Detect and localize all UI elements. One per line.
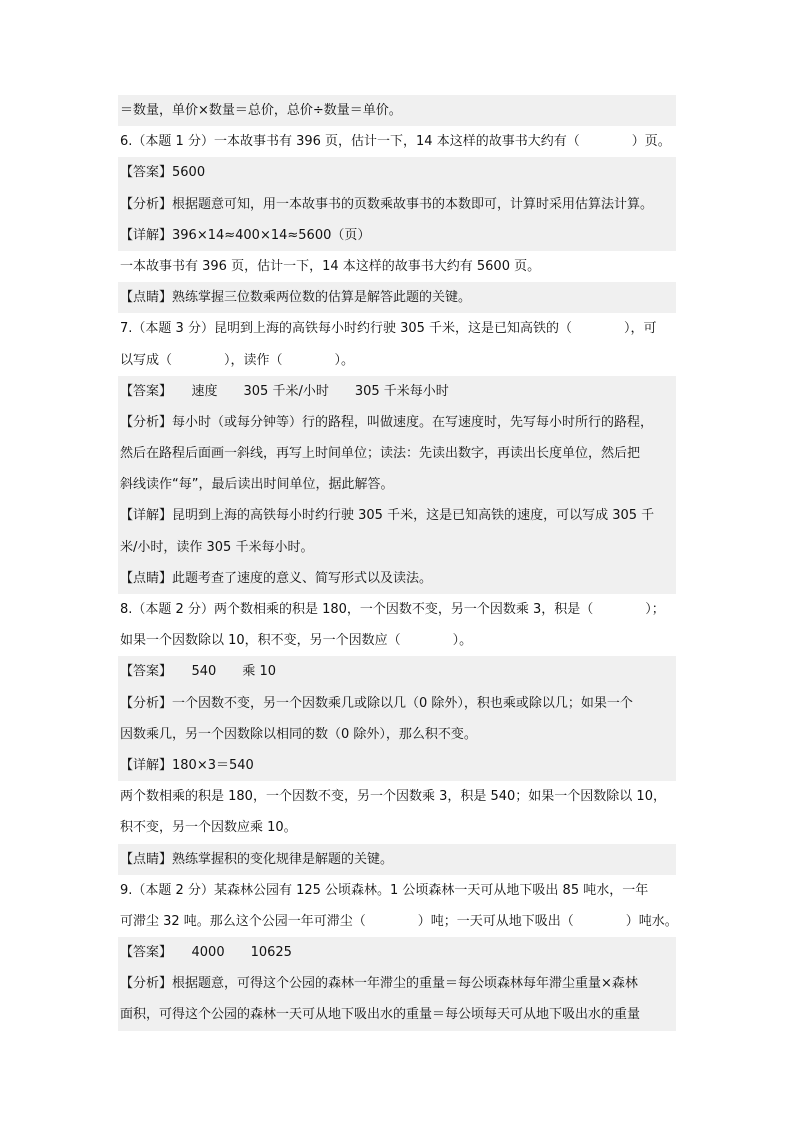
question-line: 以写成（ ），读作（ ）。 [120,352,355,368]
analysis-line: 斜线读作“每”，最后读出时间单位，据此解答。 [118,469,676,500]
analysis-line: 【分析】每小时（或每分钟等）行的路程，叫做速度。在写速度时，先写每小时所行的路程， [118,407,676,438]
detail-line: 【详解】昆明到上海的高铁每小时约行驶 305 千米，这是已知高铁的速度，可以写成 305 千 [118,500,676,531]
analysis-line: 【分析】根据题意，可得这个公园的森林一年滞尘的重量＝每公顷森林每年滞尘重量×森林 [118,968,676,999]
question-line: 7.（本题 3 分）昆明到上海的高铁每小时约行驶 305 千米，这是已知高铁的（ ），可 [120,321,657,337]
question-line: 8.（本题 2 分）两个数相乘的积是 180，一个因数不变，另一个因数乘 3，积是（ ）； [120,602,665,617]
detail-line: 【详解】180×3＝540 [118,750,676,781]
text-line: 积不变，另一个因数应乘 10。 [120,820,297,836]
answer-line: 【答案】 4000 10625 [118,937,676,968]
text-line: ＝数量，单价×数量＝总价，总价÷数量＝单价。 [118,95,676,126]
detail-line: 米/小时，读作 305 千米每小时。 [118,532,676,563]
comment-line: 【点睛】熟练掌握三位数乘两位数的估算是解答此题的关键。 [118,282,676,313]
text-line: 两个数相乘的积是 180，一个因数不变，另一个因数乘 3，积是 540；如果一个因数除以 10， [120,789,666,805]
analysis-line: 然后在路程后面画一斜线，再写上时间单位；读法：先读出数字，再读出长度单位，然后把 [118,438,676,469]
comment-line: 【点睛】此题考查了速度的意义、简写形式以及读法。 [118,563,676,594]
answer-line: 【答案】 速度 305 千米/小时 305 千米每小时 [118,376,676,407]
question-line: 如果一个因数除以 10，积不变，另一个因数应（ ）。 [120,633,473,649]
analysis-line: 【分析】根据题意可知，用一本故事书的页数乘故事书的本数即可，计算时采用估算法计算。 [118,189,676,220]
detail-line: 【详解】396×14≈400×14≈5600（页） [118,220,676,251]
analysis-line: 因数乘几，另一个因数除以相同的数（0 除外），那么积不变。 [118,719,676,750]
answer-line: 【答案】5600 [118,157,676,188]
answer-line: 【答案】 540 乘 10 [118,656,676,687]
analysis-line: 【分析】一个因数不变，另一个因数乘几或除以几（0 除外），积也乘或除以几；如果一个 [118,688,676,719]
comment-line: 【点睛】熟练掌握积的变化规律是解题的关键。 [118,844,676,875]
question-line: 6.（本题 1 分）一本故事书有 396 页，估计一下，14 本这样的故事书大约有（ ）页。 [120,134,671,150]
question-line: 可滞尘 32 吨。那么这个公园一年可滞尘（ ）吨；一天可从地下吸出（ ）吨水。 [120,913,678,929]
text-line: 一本故事书有 396 页，估计一下，14 本这样的故事书大约有 5600 页。 [120,258,541,274]
document-body [118,95,676,1031]
question-line: 9.（本题 2 分）某森林公园有 125 公顷森林。1 公顷森林一天可从地下吸出 85 吨水，一年 [120,882,649,898]
analysis-line: 面积，可得这个公园的森林一天可从地下吸出水的重量＝每公顷每天可从地下吸出水的重量 [118,999,676,1030]
